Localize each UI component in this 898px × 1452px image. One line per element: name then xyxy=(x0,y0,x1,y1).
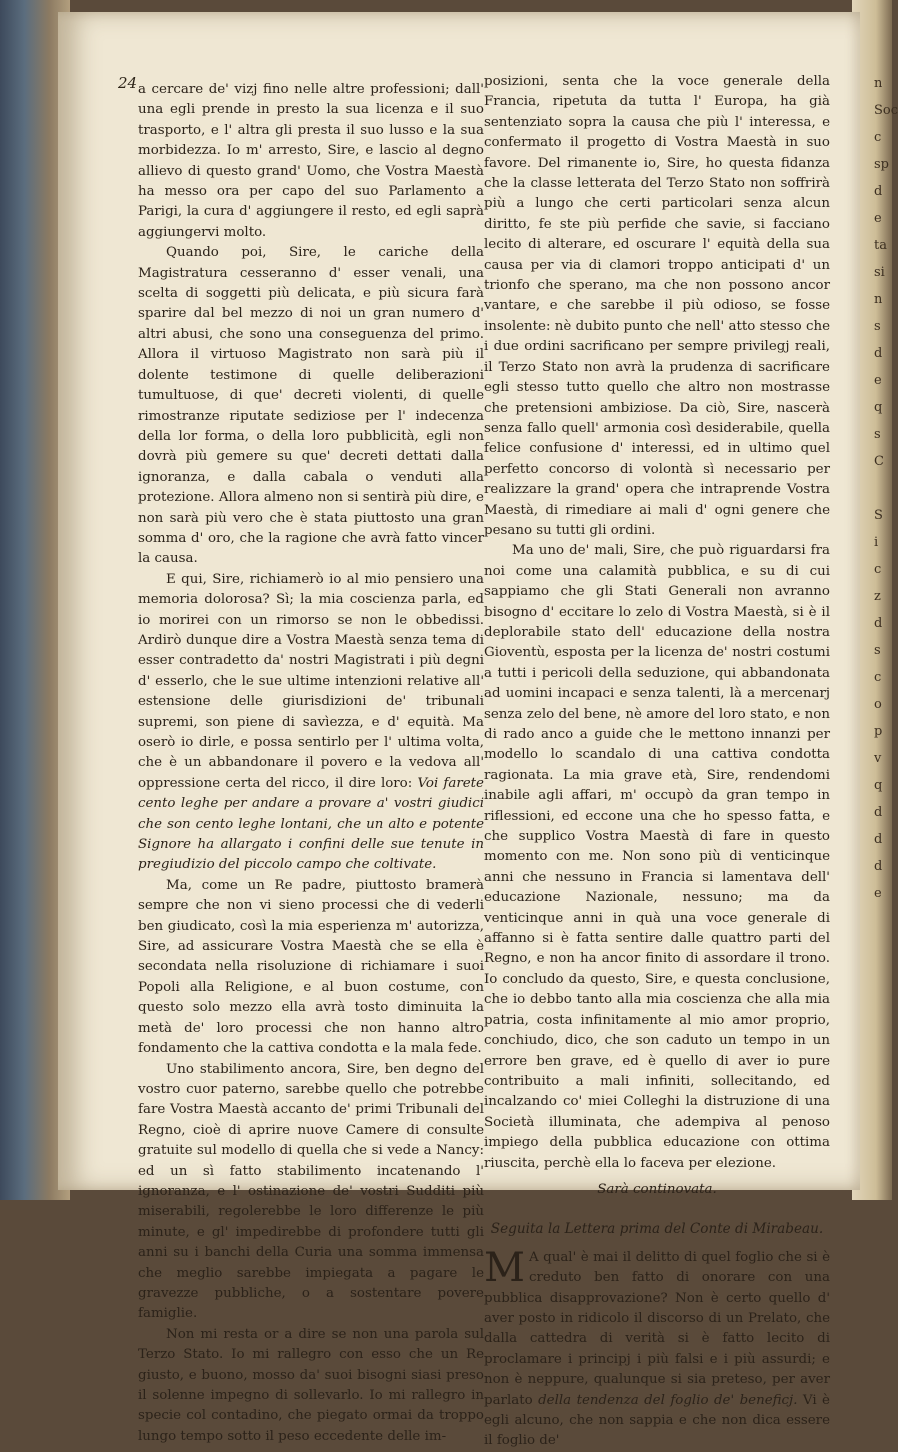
left-paragraph-3 xyxy=(138,570,484,876)
left-paragraph-5: Uno stabilimento ancora, Sire, ben degno del vostro cuor paterno, sarebbe quello che potrebbe fare Vostra Maestà accanto de' primi Tribunali del Regno, cioè di aprire nuove Camere di consulte gratuite sul modello di quella che si vede a Nancy: ed un sì fatto stabilimento incatenando l' ignoranza, e l' ostinazione de' vostri Sudditi più miserabili, regolerebbe le loro differenze le più minute, e gl' impedirebbe di profondere tutti gli anni su i banchi della Curia una somma immensa che meglio sarebbe impiegata a pagare le gravezze pubbliche, o a sostentare povere famiglie. xyxy=(138,1061,484,1322)
left-paragraph-3-italic: Voi farete cento leghe per andare a provare a' vostri giudici che son cento leghe lontani, che un alto e potente Signore ha allargato i confini delle sue tenute in pregiudizio del piccolo campo che coltivate. xyxy=(138,775,484,873)
right-column xyxy=(484,72,830,1452)
section-heading: Seguita la Lettera prima del Conte di Mirabeau. xyxy=(484,1212,830,1239)
left-paragraph-2: Quando poi, Sire, le cariche della Magistratura cesseranno d' esser venali, una scelta di soggetti più delicata, e più sicura farà sparire dal bel mezzo di noi un gran numero d' altri abusi, che sono una conseguenza del primo. Allora il virtuoso Magistrato non sarà più il dolente testimone di quelle deliberazioni tumultuose, di que' decreti violenti, di quelle rimostranze riputate sediziose per l' indecenza della lor forma, o della loro pubblicità, egli non dovrà più gemere su que' decreti dettati dalla ignoranza, e dalla cabala o venduti alla protezione. Allora almeno non si sentirà più dire, e non sarà più vero che è stata piuttosto una gran somma d' oro, che la ragione che avrà fatto vincer la causa. xyxy=(138,245,484,567)
left-column xyxy=(138,80,484,1447)
left-paragraph-3-text: E qui, Sire, richiamerò io al mio pensiero una memoria dolorosa? Sì; la mia coscienza parla, ed io morirei con un rimorso se non le obbedissi. Ardirò dunque dire a Vostra Maestà senza tema di esser contradetto da' nostri Magistrati i più degni d' esserlo, che le sue ultime intenzioni relative all' estensione delle giurisdizioni de' tribunali supremi, son piene di savìezza, e d' equità. Ma oserò io dirle, e possa sentirlo per l' ultima volta, che è un abbandonare il povero e la vedova all' oppressione certa del ricco, il dire loro: xyxy=(138,571,484,791)
next-page-edge-letters: n Soc c sp d e ta si n s d e q s C S i c z d s c o p v q d d d e xyxy=(874,76,898,901)
continuation-note: Sarà continovata. xyxy=(597,1181,717,1197)
right-paragraph-3-end: Vi è egli alcuno, che non sappia e che non dica essere il foglio de' xyxy=(484,1392,830,1449)
right-paragraph-3-italic: della tendenza del foglio de' beneficj. xyxy=(538,1392,798,1408)
left-paragraph-6: Non mi resta or a dire se non una parola sul Terzo Stato. Io mi rallegro con esso che un Re giusto, e buono, mosso da' suoi bisogni siasi preso il solenne impegno di sollevarlo. Io mi rallegro in specie col contadino, che piegato ormai da troppo lungo tempo sotto il peso eccedente delle im- xyxy=(138,1326,484,1444)
left-paragraph-1: a cercare de' vizj fino nelle altre professioni; dall' una egli prende in presto la sua licenza e il suo trasporto, e l' altra gli presta il suo lusso e la sua morbidezza. Io m' arresto, Sire, e lascio al degno allievo di questo grand' Uomo, che Vostra Maestà ha messo ora per capo del suo Parlamento a Parigi, la cura d' aggiungere il resto, ed egli saprà aggiungervi molto. xyxy=(138,82,484,240)
page-number: 24 xyxy=(118,74,138,92)
drop-cap: M xyxy=(484,1244,525,1291)
right-paragraph-3-text: A qual' è mai il delitto di quel foglio che si è creduto ben fatto di onorare con una pubblica disapprovazione? Non è certo quello d' aver posto in ridicolo il discorso di un Prelato, che dalla cattedra di verità si è fatto lecito di proclamare i principj i più falsi e i più assurdi; e non è neppure, qualunque si sia preteso, per aver parlato xyxy=(484,1249,830,1408)
left-paragraph-4: Ma, come un Re padre, piuttosto bramerà sempre che non vi sieno processi che di vederli ben giudicato, così la mia esperienza m' autorizza, Sire, ad assicurare Vostra Maestà che se ella è secondata nella risoluzione di richiamare i suoi Popoli alla Religione, e al buon costume, con questo solo mezzo ella avrà tosto diminuita la metà de' loro processi che non hanno altro fondamento che la cattiva condotta e la mala fede. xyxy=(138,877,484,1057)
right-paragraph-2: Ma uno de' mali, Sire, che può riguardarsi fra noi come una calamità pubblica, e su di cui sappiamo che gli Stati Generali non avranno bisogno d' eccitare lo zelo di Vostra Maestà, si è il deplorabile stato dell' educazione della nostra Gioventù, esposta per la licenza de' nostri costumi a tutti i pericoli della seduzione, qui abbandonata ad uomini incapaci e senza talenti, là a mercenarj senza zelo del bene, nè amore del loro stato, e non di rado anco a guide che le mettono innanzi per modello lo scandalo di una cattiva condotta ragionata. La mia grave età, Sire, rendendomi inabile agli affari, m' occupò da gran tempo in riflessioni, ed eccone una che ho spesso fatta, e che supplico Vostra Maestà di fare in questo momento con me. Non sono più di venticinque anni che nessuno in Francia si lamentava dell' educazione Nazionale, nessuno; ma da venticinque anni in quà una voce generale di affanno si è fatta sentire dalle quattro parti del Regno, e non ha ancor finito di assordare il trono. Io concludo da questo, Sire, e questa conclusione, che io debbo tanto alla mia coscienza che alla mia patria, costa infinitamente al mio amor proprio, conchiudo, dico, che son caduto un tempo in un errore ben grave, ed è quello di aver io pure contribuito a mali infiniti, sollecitando, ed incalzando co' miei Colleghi la distruzione di una Società illuminata, che adempiva al penoso impiego della pubblica educazione con ottima riuscita, perchè ella lo faceva per elezione. xyxy=(484,543,830,1171)
right-paragraph-1: posizioni, senta che la voce generale della Francia, ripetuta da tutta l' Europa, ha già sentenziato sopra la causa che più l' interessa, e confermato il progetto di Vostra Maestà in suo favore. Del rimanente io, Sire, ho questa fidanza che la classe letterata del Terzo Stato non soffrirà più a lungo che certi particolari senza alcun diritto, fe ste più perfide che savie, si facciano lecito di alterare, ed oscurare l' equità della sua causa per via di clamori troppo anticipati d' un trionfo che sperano, ma che non possono ancor vantare, e che sarebbe il più odioso, se fosse insolente: nè dubito punto che nell' atto stesso che i due ordini sacrificano per sempre privilegj reali, il Terzo Stato non avrà la prudenza di sacrificare egli stesso tutto quello che altro non mostrasse che pretensioni ambiziose. Da ciò, Sire, nascerà senza fallo quell' armonia così desiderabile, quella felice confusione d' interessi, ed in ultimo quel perfetto concorso di volontà sì necessario per realizzare la grand' opera che intraprende Vostra Maestà, di rimediare ai mali d' ogni genere che pesano su tutti gli ordini. xyxy=(484,74,830,538)
right-paragraph-3 xyxy=(484,1244,830,1452)
